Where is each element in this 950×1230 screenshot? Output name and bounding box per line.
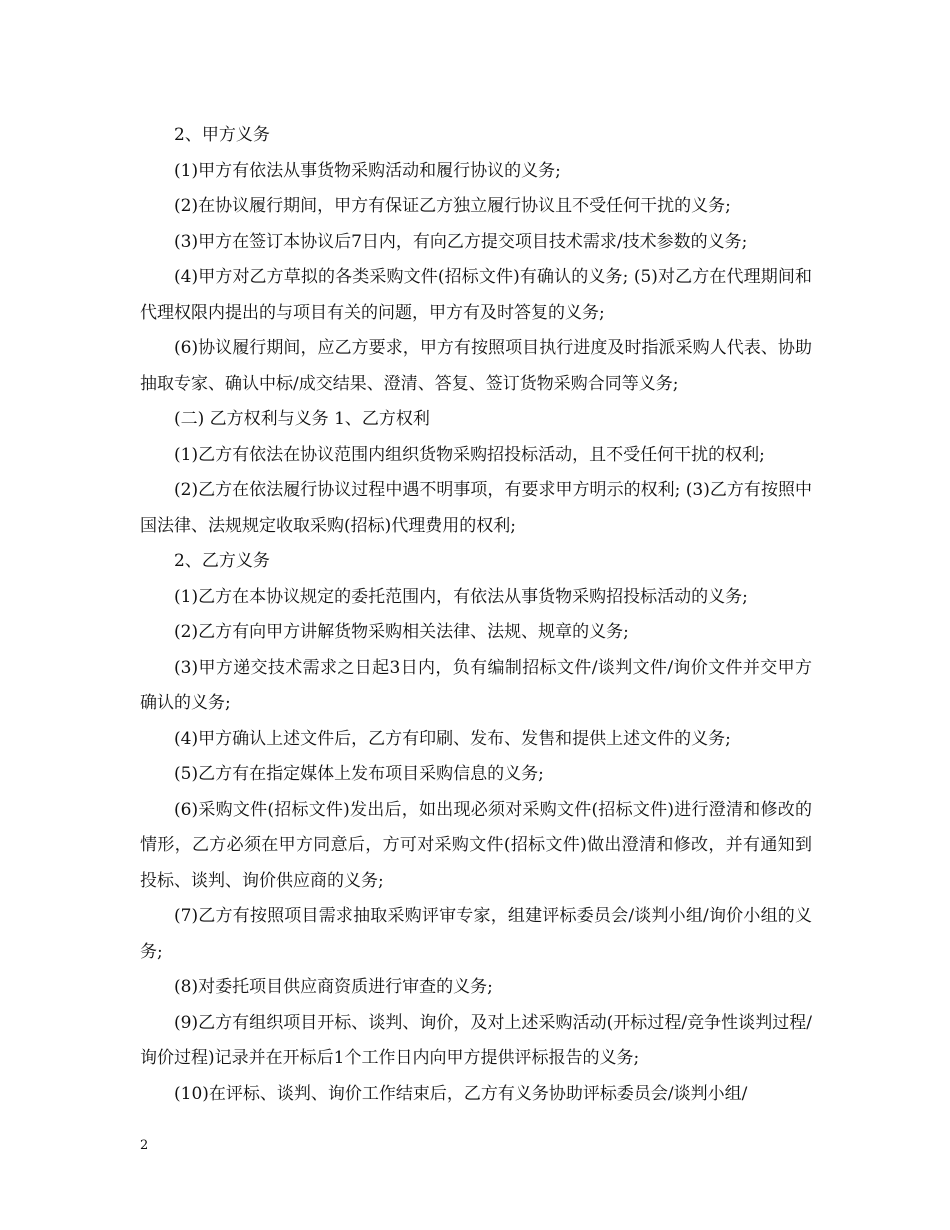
paragraph-b-obligation-2: (2)乙方有向甲方讲解货物采购相关法律、法规、规章的义务; — [174, 622, 629, 642]
paragraph-b-obligation-7: (7)乙方有按照项目需求抽取采购评审专家，组建评标委员会/谈判小组/询价小组的义务; — [140, 906, 812, 962]
paragraph-party-b-obligations-heading: 2、乙方义务 — [174, 551, 270, 571]
paragraph-b-obligation-10: (10)在评标、谈判、询价工作结束后，乙方有义务协助评标委员会/谈判小组/ — [174, 1083, 748, 1104]
paragraph-b-right-2-3: (2)乙方在依法履行协议过程中遇不明事项，有要求甲方明示的权利; (3)乙方有按照中国法律、法规规定收取采购(招标)代理费用的权利; — [140, 480, 812, 536]
paragraph-b-obligation-6: (6)采购文件(招标文件)发出后，如出现必须对采购文件(招标文件)进行澄清和修改的情形，乙方必须在甲方同意后，方可对采购文件(招标文件)做出澄清和修改，并有通知到投标、谈判、询价供应商的义务; — [140, 799, 812, 891]
paragraph-a-obligation-4-5: (4)甲方对乙方草拟的各类采购文件(招标文件)有确认的义务; (5)对乙方在代理期间和代理权限内提出的与项目有关的问题，甲方有及时答复的义务; — [140, 267, 812, 323]
paragraph-party-b-rights-heading: (二) 乙方权利与义务 1、乙方权利 — [174, 409, 430, 429]
paragraph-b-obligation-9: (9)乙方有组织项目开标、谈判、询价，及对上述采购活动(开标过程/竞争性谈判过程/询价过程)记录并在开标后1个工作日内向甲方提供评标报告的义务; — [140, 1012, 812, 1068]
body-text — [140, 118, 812, 1112]
paragraph-b-obligation-1: (1)乙方在本协议规定的委托范围内，有依法从事货物采购招投标活动的义务; — [174, 586, 748, 607]
paragraph-b-obligation-3: (3)甲方递交技术需求之日起3日内，负有编制招标文件/谈判文件/询价文件并交甲方确认的义务; — [140, 657, 812, 713]
page-number: 2 — [140, 1138, 149, 1153]
paragraph-b-obligation-4: (4)甲方确认上述文件后，乙方有印刷、发布、发售和提供上述文件的义务; — [174, 728, 731, 749]
paragraph-b-obligation-5: (5)乙方有在指定媒体上发布项目采购信息的义务; — [174, 764, 544, 784]
paragraph-a-obligation-1: (1)甲方有依法从事货物采购活动和履行协议的义务; — [174, 160, 561, 181]
paragraph-party-a-obligations-heading: 2、甲方义务 — [174, 125, 270, 145]
paragraph-a-obligation-3: (3)甲方在签订本协议后7日内，有向乙方提交项目技术需求/技术参数的义务; — [174, 231, 748, 252]
paragraph-a-obligation-2: (2)在协议履行期间，甲方有保证乙方独立履行协议且不受任何干扰的义务; — [174, 196, 731, 216]
paragraph-b-right-1: (1)乙方有依法在协议范围内组织货物采购招投标活动，且不受任何干扰的权利; — [174, 444, 765, 465]
paragraph-b-obligation-8: (8)对委托项目供应商资质进行审查的义务; — [174, 977, 493, 997]
paragraph-a-obligation-6: (6)协议履行期间，应乙方要求，甲方有按照项目执行进度及时指派采购人代表、协助抽取专家、确认中标/成交结果、澄清、答复、签订货物采购合同等义务; — [140, 338, 812, 394]
